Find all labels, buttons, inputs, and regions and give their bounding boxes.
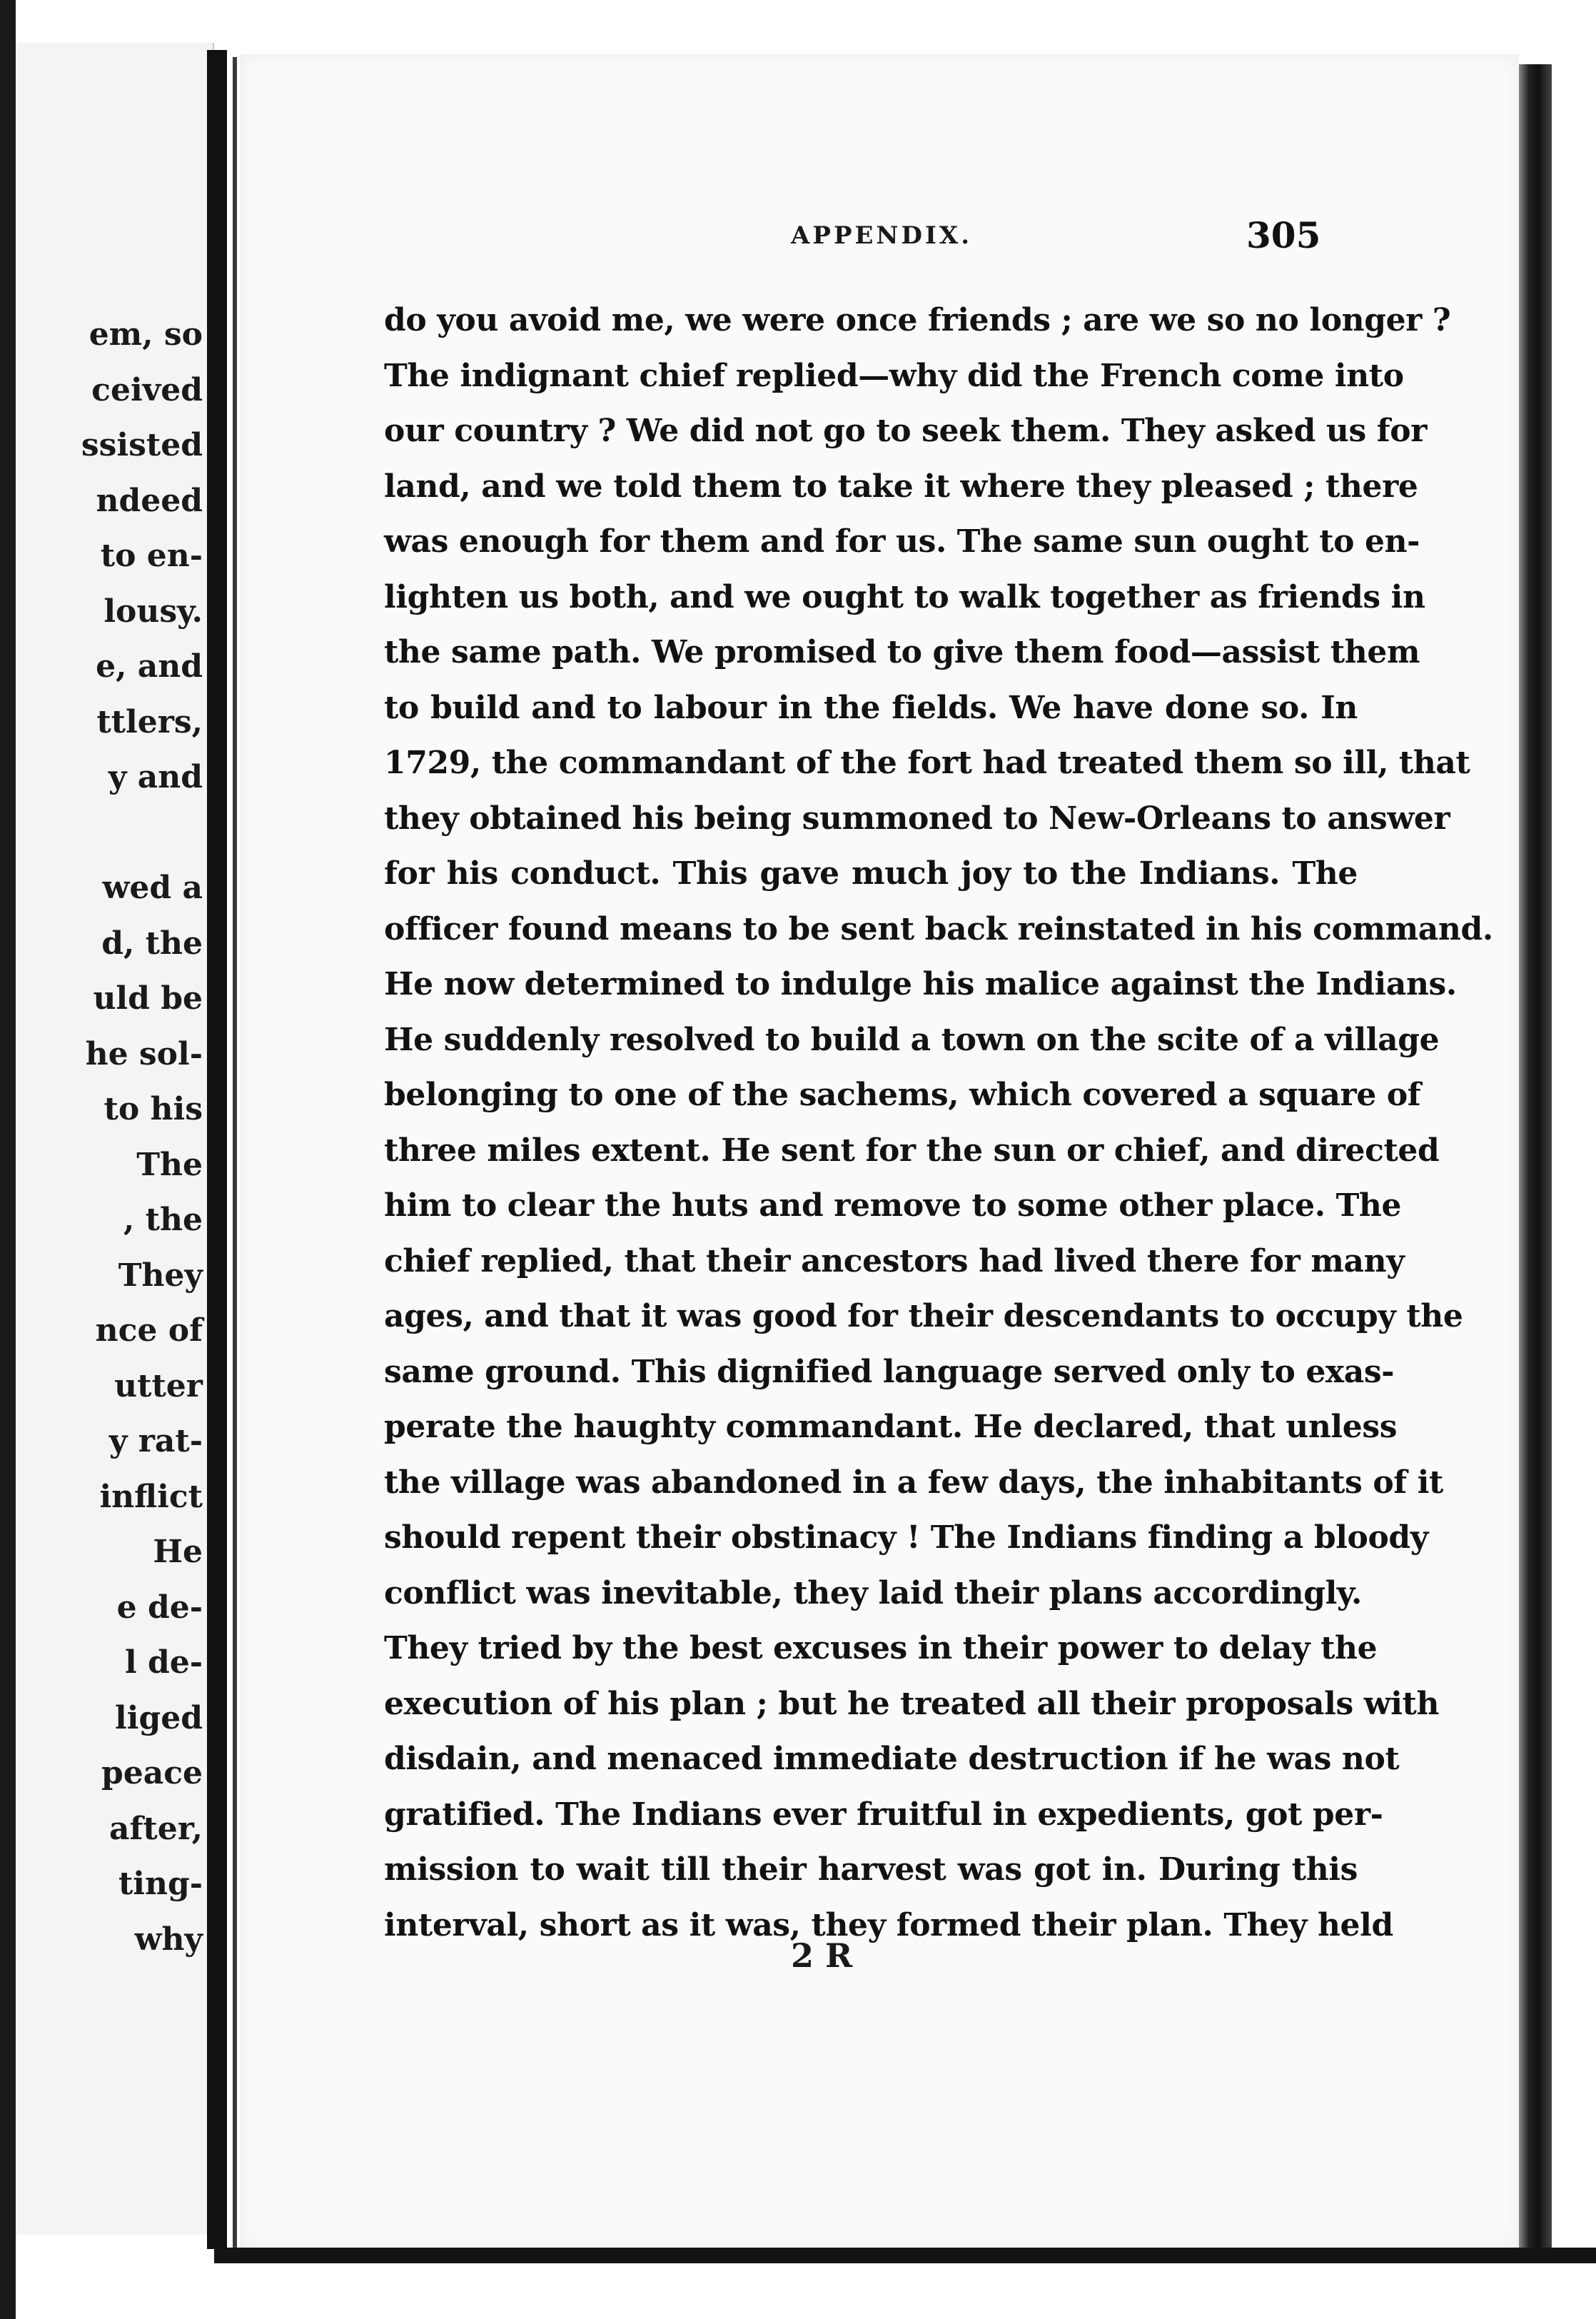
scan-background-bottom — [214, 2248, 1596, 2263]
text-line: He now determined to indulge his malice against the Indians. — [384, 966, 1457, 1002]
left-fragment-line: liged — [115, 1699, 203, 1736]
left-fragment-line: wed a — [102, 870, 203, 906]
text-line: 1729, the commandant of the fort had treated them so ill, that — [384, 745, 1470, 781]
left-fragment-line: lousy. — [103, 593, 203, 630]
text-line: gratified. The Indians ever fruitful in expedients, got per- — [384, 1796, 1383, 1833]
left-fragment-line: d, the — [101, 925, 203, 962]
text-line: three miles extent. He sent for the sun or chief, and directed — [384, 1132, 1440, 1169]
left-fragment-line: He — [153, 1534, 203, 1570]
text-line: our country ? We did not go to seek them. They asked us for — [384, 413, 1428, 449]
text-line: interval, short as it was, they formed their plan. They held — [384, 1906, 1393, 1943]
text-line: mission to wait till their harvest was got in. During this — [384, 1851, 1358, 1888]
left-fragment-line: uld be — [93, 980, 203, 1017]
text-line: officer found means to be sent back reinstated in his command. — [384, 910, 1493, 947]
text-line: ages, and that it was good for their descendants to occupy the — [384, 1298, 1463, 1334]
scan-background-left — [0, 0, 16, 2319]
text-line: disdain, and menaced immediate destruction if he was not — [384, 1741, 1400, 1777]
text-line: should repent their obstinacy ! The Indians finding a bloody — [384, 1519, 1428, 1556]
text-line: for his conduct. This gave much joy to the Indians. The — [384, 855, 1358, 892]
text-line: lighten us both, and we ought to walk together as friends in — [384, 578, 1425, 615]
page-edge-shadow — [1519, 64, 1552, 2263]
text-line: land, and we told them to take it where they pleased ; there — [384, 468, 1418, 505]
text-line: belonging to one of the sachems, which covered a square of — [384, 1077, 1421, 1113]
left-fragment-line: They — [118, 1257, 203, 1294]
page-number: 305 — [1246, 214, 1321, 256]
text-line: was enough for them and for us. The same sun ought to en- — [384, 523, 1420, 560]
text-line: same ground. This dignified language served only to exas- — [384, 1353, 1395, 1390]
left-fragment-line: e, and — [96, 648, 203, 685]
left-fragment-line: why — [134, 1921, 203, 1958]
left-fragment-line: he sol- — [85, 1035, 203, 1072]
left-page-text-fragments — [16, 307, 203, 1967]
left-fragment-line: e de- — [116, 1589, 203, 1626]
left-fragment-line: em, so — [89, 316, 203, 353]
left-fragment-line: ssisted — [81, 427, 203, 463]
left-fragment-line: The — [136, 1146, 203, 1183]
text-line: conflict was inevitable, they laid their plans accordingly. — [384, 1574, 1362, 1611]
left-fragment-line: nce of — [95, 1312, 203, 1349]
left-page — [16, 43, 214, 2235]
left-fragment-line: , the — [123, 1202, 203, 1238]
left-fragment-line: utter — [114, 1367, 203, 1404]
text-line: perate the haughty commandant. He declared, that unless — [384, 1409, 1398, 1445]
text-line: execution of his plan ; but he treated all their proposals with — [384, 1685, 1440, 1722]
text-line: chief replied, that their ancestors had lived there for many — [384, 1242, 1405, 1279]
left-fragment-line: inflict — [99, 1478, 203, 1515]
left-fragment-line: l de- — [124, 1644, 203, 1681]
text-line: the same path. We promised to give them food—assist them — [384, 634, 1420, 670]
text-line: to build and to labour in the fields. We have done so. In — [384, 689, 1358, 726]
book-spine-shadow — [207, 50, 227, 2249]
left-fragment-line: to en- — [100, 538, 203, 574]
text-line: They tried by the best excuses in their power to delay the — [384, 1630, 1378, 1666]
book-spine-edge — [233, 57, 237, 2249]
running-head: APPENDIX. — [791, 221, 973, 250]
left-fragment-line: ndeed — [96, 482, 203, 519]
text-line: they obtained his being summoned to New-Orleans to answer — [384, 800, 1450, 837]
signature-mark: 2 R — [791, 1936, 853, 1975]
left-fragment-line — [16, 805, 203, 861]
left-fragment-line: ceived — [91, 371, 203, 408]
left-fragment-line: to his — [103, 1091, 203, 1127]
text-line: do you avoid me, we were once friends ; are we so no longer ? — [384, 302, 1451, 338]
left-fragment-line: peace — [101, 1755, 203, 1791]
text-line: The indignant chief replied—why did the French come into — [384, 357, 1404, 394]
text-line: him to clear the huts and remove to some other place. The — [384, 1187, 1402, 1224]
left-fragment-line: ting- — [118, 1866, 203, 1902]
left-fragment-line: y rat- — [108, 1423, 203, 1459]
body-text — [384, 293, 1493, 1953]
text-line: the village was abandoned in a few days, the inhabitants of it — [384, 1464, 1443, 1501]
left-fragment-line: y and — [108, 759, 203, 795]
left-fragment-line: after, — [108, 1810, 203, 1847]
text-line: He suddenly resolved to build a town on the scite of a village — [384, 1021, 1440, 1058]
left-fragment-line: ttlers, — [96, 703, 203, 740]
